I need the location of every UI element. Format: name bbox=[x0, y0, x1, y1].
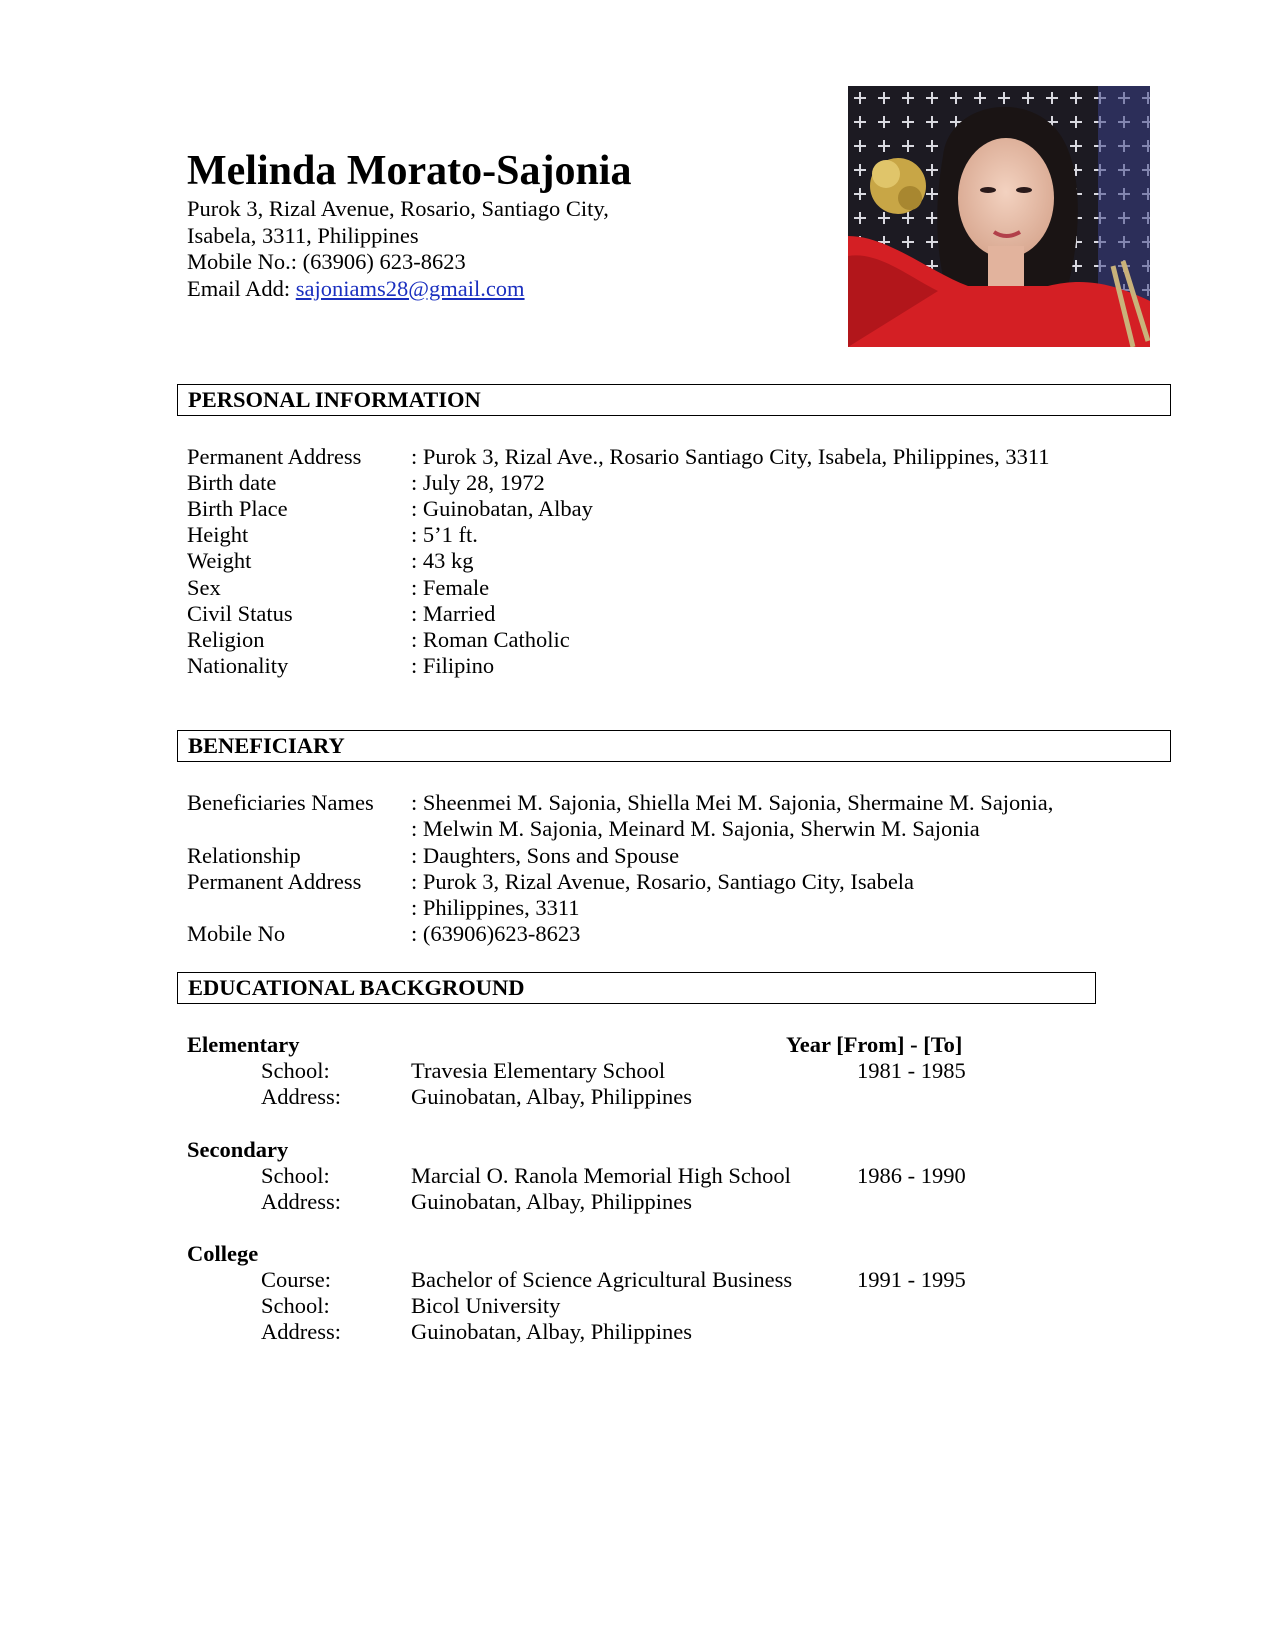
beneficiary-heading: BENEFICIARY bbox=[188, 733, 345, 758]
row-label: Height bbox=[187, 522, 249, 547]
college-title: College bbox=[187, 1241, 259, 1266]
elementary-title: Elementary bbox=[187, 1032, 300, 1057]
college-course-label: Course: bbox=[261, 1267, 331, 1292]
personal-info-heading-box bbox=[177, 384, 1171, 416]
elementary-address: Guinobatan, Albay, Philippines bbox=[411, 1084, 693, 1109]
row-value: : Daughters, Sons and Spouse bbox=[411, 843, 680, 868]
year-column-header: Year [From] - [To] bbox=[786, 1032, 963, 1057]
row-value: : Purok 3, Rizal Avenue, Rosario, Santiago City, Isabela bbox=[411, 869, 915, 894]
secondary-school: Marcial O. Ranola Memorial High School bbox=[411, 1163, 791, 1188]
row-value: : Sheenmei M. Sajonia, Shiella Mei M. Sajonia, Shermaine M. Sajonia, bbox=[411, 790, 1054, 815]
row-label: Permanent Address bbox=[187, 444, 362, 469]
row-label: Mobile No bbox=[187, 921, 286, 946]
row-label: Permanent Address bbox=[187, 869, 362, 894]
row-label: Weight bbox=[187, 548, 252, 573]
college-course: Bachelor of Science Agricultural Business bbox=[411, 1267, 793, 1292]
row-label: Relationship bbox=[187, 843, 301, 868]
secondary-title: Secondary bbox=[187, 1137, 289, 1162]
row-value: : (63906)623-8623 bbox=[411, 921, 581, 946]
secondary-address-label: Address: bbox=[261, 1189, 341, 1214]
row-value: : Purok 3, Rizal Ave., Rosario Santiago City, Isabela, Philippines, 3311 bbox=[411, 444, 1050, 469]
elementary-years: 1981 - 1985 bbox=[857, 1058, 966, 1083]
row-label: Nationality bbox=[187, 653, 289, 678]
personal-info-heading: PERSONAL INFORMATION bbox=[188, 387, 481, 412]
beneficiary-heading-box bbox=[177, 730, 1171, 762]
row-label: Civil Status bbox=[187, 601, 293, 626]
email-line bbox=[187, 276, 609, 303]
row-value: : 43 kg bbox=[411, 548, 474, 573]
row-label: Beneficiaries Names bbox=[187, 790, 374, 815]
address-line-1: Purok 3, Rizal Avenue, Rosario, Santiago City, bbox=[187, 196, 609, 221]
row-value: : Female bbox=[411, 575, 490, 600]
profile-photo bbox=[848, 86, 1150, 347]
row-label: Birth Place bbox=[187, 496, 288, 521]
row-value: : Filipino bbox=[411, 653, 495, 678]
secondary-school-label: School: bbox=[261, 1163, 330, 1188]
elementary-school: Travesia Elementary School bbox=[411, 1058, 666, 1083]
elementary-address-label: Address: bbox=[261, 1084, 341, 1109]
row-value: : 5’1 ft. bbox=[411, 522, 478, 547]
college-school-label: School: bbox=[261, 1293, 330, 1318]
address-line-2: Isabela, 3311, Philippines bbox=[187, 222, 419, 248]
row-value: : Guinobatan, Albay bbox=[411, 496, 593, 521]
college-address: Guinobatan, Albay, Philippines bbox=[411, 1319, 693, 1344]
college-years: 1991 - 1995 bbox=[857, 1267, 966, 1292]
college-address-label: Address: bbox=[261, 1319, 341, 1344]
secondary-years: 1986 - 1990 bbox=[857, 1163, 966, 1188]
row-value: : Roman Catholic bbox=[411, 627, 570, 652]
email-link[interactable]: sajoniams28@gmail.com bbox=[295, 275, 525, 301]
email-label: Email Add: bbox=[187, 275, 296, 301]
row-value: : Married bbox=[411, 601, 496, 626]
row-value: : Melwin M. Sajonia, Meinard M. Sajonia, Sherwin M. Sajonia bbox=[411, 816, 980, 841]
contact-block bbox=[187, 196, 609, 302]
secondary-address: Guinobatan, Albay, Philippines bbox=[411, 1189, 693, 1214]
elementary-school-label: School: bbox=[261, 1058, 330, 1083]
row-value: : Philippines, 3311 bbox=[411, 895, 580, 920]
education-heading: EDUCATIONAL BACKGROUND bbox=[188, 975, 525, 1000]
row-label: Sex bbox=[187, 575, 221, 600]
row-value: : July 28, 1972 bbox=[411, 470, 545, 495]
row-label: Birth date bbox=[187, 470, 277, 495]
college-school: Bicol University bbox=[411, 1293, 561, 1318]
education-heading-box bbox=[177, 972, 1096, 1004]
mobile-number: Mobile No.: (63906) 623-8623 bbox=[187, 249, 466, 274]
applicant-name: Melinda Morato-Sajonia bbox=[187, 148, 632, 194]
row-label: Religion bbox=[187, 627, 265, 652]
